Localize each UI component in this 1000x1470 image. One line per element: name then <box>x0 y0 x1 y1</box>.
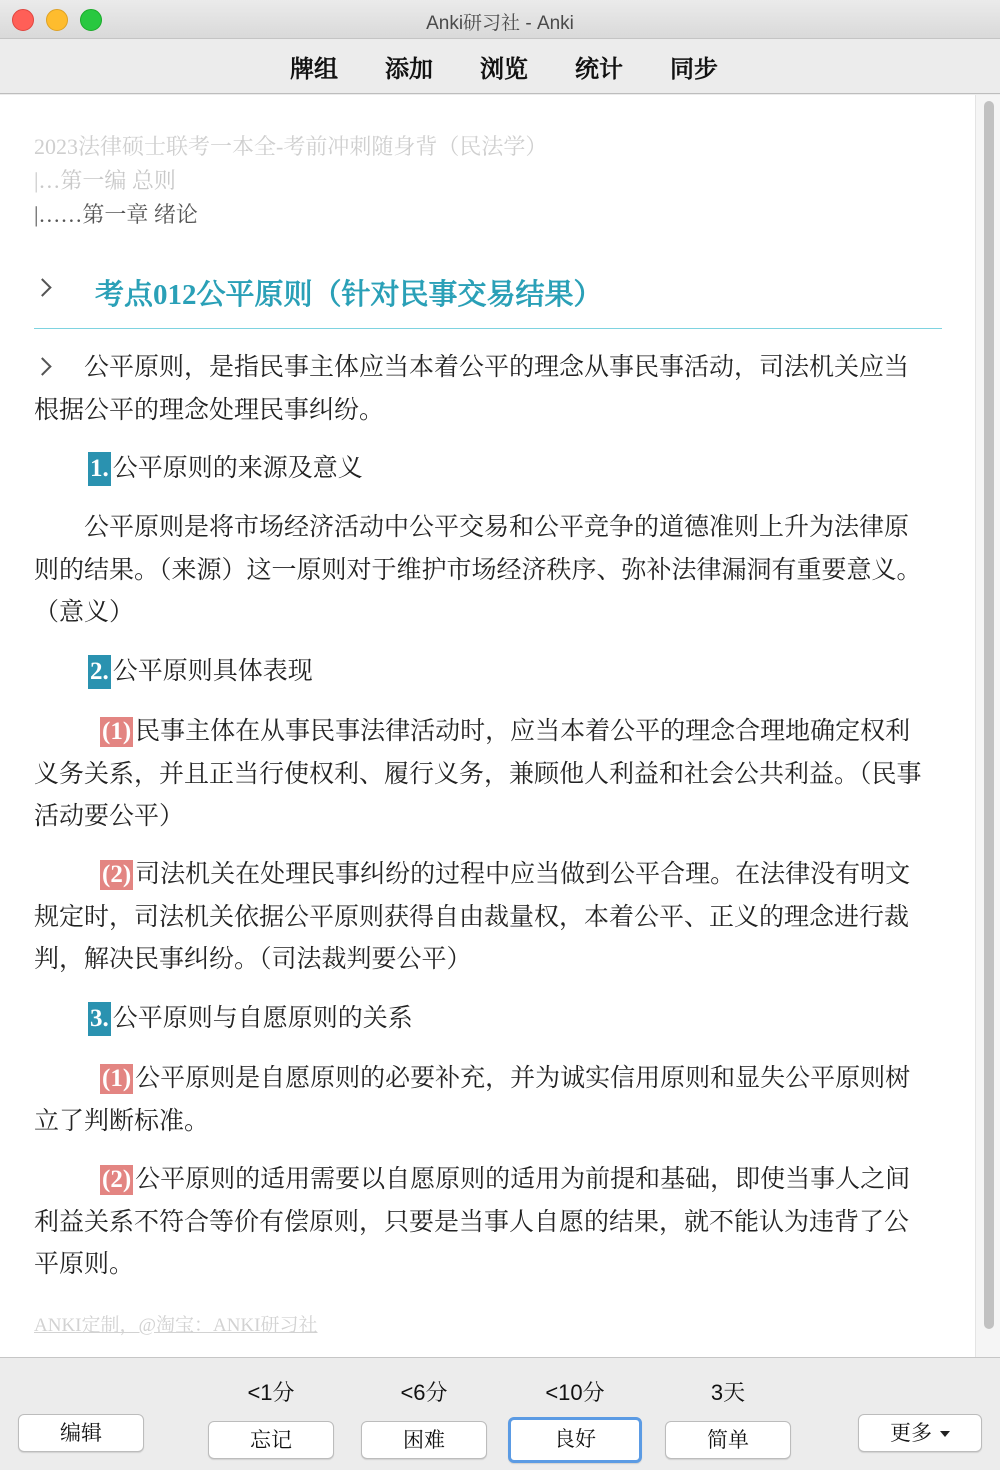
breadcrumb-chapter: |……第一章 绪论 <box>34 202 198 227</box>
section-number-badge: 2. <box>88 655 111 689</box>
vertical-scrollbar[interactable] <box>975 95 1000 1357</box>
more-button-label: 更多 <box>890 1422 932 1445</box>
breadcrumb-deck: 2023法律硕士联考一本全-考前冲刺随身背（民法学） <box>34 134 548 159</box>
interval-again: <1分 <box>247 1380 295 1405</box>
body-paragraph: 公平原则是将市场经济活动中公平交易和公平竞争的道德准则上升为法律原则的结果。（来源）这一原则对于维护市场经济秩序、弥补法律漏洞有重要意义。（意义） <box>34 514 922 626</box>
section-title: 公平原则的来源及意义 <box>112 455 363 482</box>
body-paragraph: (1) 民事主体在从事民事法律活动时，应当本着公平的理念合理地确定权利义务关系，并且正当行使权利、履行义务，兼顾他人利益和社会公共利益。（民事活动要公平） <box>34 718 922 830</box>
toolbar-browse[interactable]: 浏览 <box>480 55 528 83</box>
section-heading <box>88 452 363 486</box>
interval-easy: 3天 <box>710 1380 746 1405</box>
main-toolbar <box>0 39 1000 94</box>
section-number-badge: 3. <box>88 1002 111 1036</box>
again-button[interactable]: 忘记 <box>208 1421 334 1459</box>
interval-good: <10分 <box>545 1380 605 1405</box>
section-number-badge: 1. <box>88 452 111 486</box>
scrollbar-thumb[interactable] <box>984 101 994 1329</box>
sub-number-badge: (2) <box>102 861 132 888</box>
window-title: Anki研习社 - Anki <box>426 13 574 34</box>
more-button[interactable] <box>858 1414 982 1452</box>
easy-button[interactable]: 简单 <box>665 1421 791 1459</box>
section-title: 公平原则与自愿原则的关系 <box>112 1005 413 1032</box>
intro-paragraph: 公平原则，是指民事主体应当本着公平的理念从事民事活动，司法机关应当根据公平的理念处理民事纠纷。 <box>34 354 910 424</box>
sub-number-badge: (1) <box>102 718 132 745</box>
good-button[interactable]: 良好 <box>508 1417 642 1463</box>
breadcrumb-part: |…第一编 总则 <box>34 168 176 193</box>
sub-number-badge: (1) <box>102 1065 132 1092</box>
sub-number-badge: (2) <box>102 1166 132 1193</box>
section-title: 公平原则具体表现 <box>112 658 313 685</box>
body-paragraph: (1) 公平原则是自愿原则的必要补充，并为诚实信用原则和显失公平原则树立了判断标准。 <box>34 1065 911 1135</box>
body-paragraph: (2) 公平原则的适用需要以自愿原则的适用为前提和基础，即使当事人之间利益关系不符合等价有偿原则，只要是当事人自愿的结果，就不能认为违背了公平原则。 <box>34 1166 911 1278</box>
hard-button[interactable]: 困难 <box>361 1421 487 1459</box>
toolbar-decks[interactable]: 牌组 <box>290 55 338 83</box>
interval-hard: <6分 <box>400 1380 448 1405</box>
chevron-right-icon <box>33 278 51 296</box>
section-heading <box>88 1002 413 1036</box>
card-heading: 考点012公平原则（针对民事交易结果） <box>95 279 603 311</box>
card-view[interactable] <box>0 95 975 1357</box>
toolbar-add[interactable]: 添加 <box>385 55 433 83</box>
body-paragraph: (2) 司法机关在处理民事纠纷的过程中应当做到公平合理。在法律没有明文规定时，司法机关依据公平原则获得自由裁量权，本着公平、正义的理念进行裁判，解决民事纠纷。（司法裁判要公平） <box>34 861 911 973</box>
section-heading <box>88 655 313 689</box>
answer-bar <box>0 1357 1000 1470</box>
edit-button[interactable]: 编辑 <box>18 1414 144 1452</box>
toolbar-sync[interactable]: 同步 <box>670 55 718 83</box>
title-bar <box>0 0 1000 39</box>
heading-divider <box>34 328 942 329</box>
caret-down-icon <box>940 1431 950 1437</box>
toolbar-stats[interactable]: 统计 <box>575 55 623 83</box>
footer-link[interactable]: ANKI定制，@淘宝：ANKI研习社 <box>34 1315 318 1336</box>
